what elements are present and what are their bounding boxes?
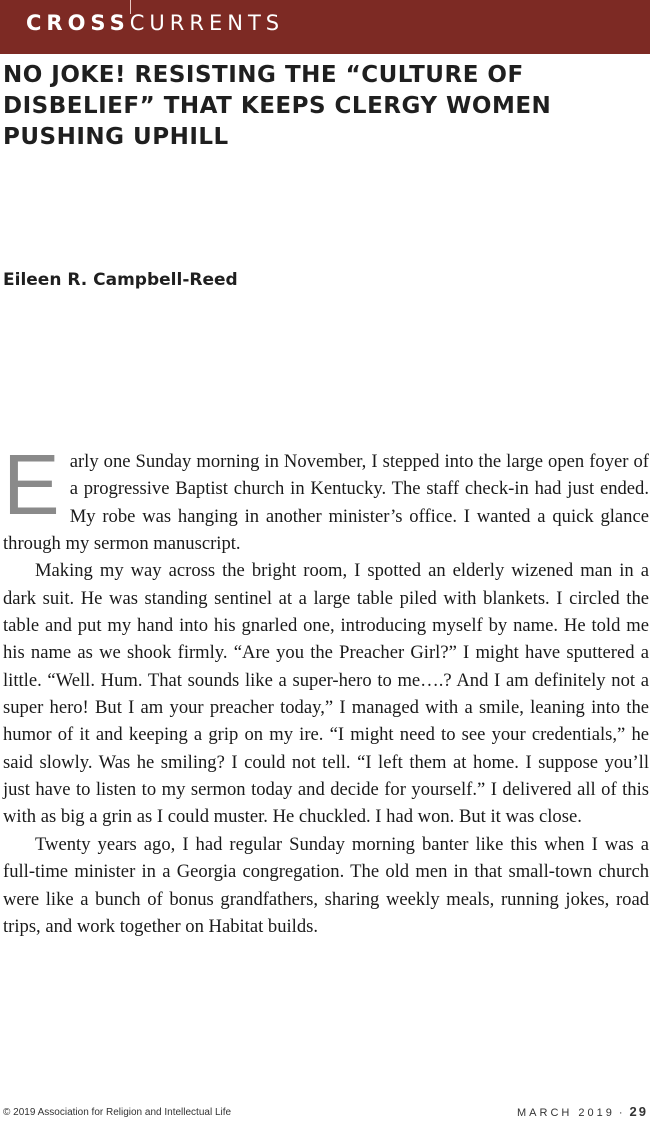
section-title bbox=[26, 13, 284, 34]
article-headline: NO JOKE! RESISTING THE “CULTURE OF DISBELIEF” THAT KEEPS CLERGY WOMEN PUSHING UPHILL bbox=[3, 62, 552, 150]
footer-issue-info bbox=[517, 1104, 648, 1119]
section-title-bold: CROSS bbox=[26, 11, 130, 35]
article-paragraph-1 bbox=[3, 438, 649, 557]
footer-copyright: © 2019 Association for Religion and Intellectual Life bbox=[3, 1107, 232, 1118]
drop-cap: E bbox=[3, 438, 60, 533]
footer-separator: · bbox=[618, 1107, 626, 1119]
article-paragraph-2: Making my way across the bright room, I spotted an elderly wizened man in a dark suit. He was standing sentinel at a large table piled with blankets. I circled the table and put my hand into his gnarled one, introducing myself by name. He told me his name as we shook firmly. “Are you the Preacher Girl?” I might have sputtered a little. “Well. Hum. That sounds like a super-hero to me….? And I am definitely not a super hero! But I am your preacher today,” I managed with a smile, leaning into the humor of it and keeping a grip on my ire. “I might need to see your credentials,” he said slowly. Was he smiling? I could not tell. “I left them at home. I suppose you’ll just have to listen to my sermon today and decide for yourself.” I delivered all of this with as big a grin as I could muster. He chuckled. I had won. But it was close. bbox=[3, 560, 649, 828]
footer-issue: MARCH 2019 bbox=[517, 1107, 615, 1119]
page-number: 29 bbox=[629, 1104, 648, 1119]
article-body bbox=[3, 438, 649, 940]
article-paragraph-3: Twenty years ago, I had regular Sunday morning banter like this when I was a full-time minister in a Georgia congregation. The old men in that small-town church were like a bunch of bonus grandfathers, sharing weekly meals, running jokes, road trips, and work together on Habitat builds. bbox=[3, 833, 649, 937]
paragraph-1-text: arly one Sunday morning in November, I stepped into the large open foyer of a progressive Baptist church in Kentucky. The staff check-in had just ended. My robe was hanging in another minister’s office. I wanted a quick glance through my sermon manuscript. bbox=[3, 451, 649, 555]
article-author: Eileen R. Campbell-Reed bbox=[3, 270, 238, 290]
section-title-light: CURRENTS bbox=[129, 11, 285, 35]
section-banner bbox=[0, 0, 650, 54]
